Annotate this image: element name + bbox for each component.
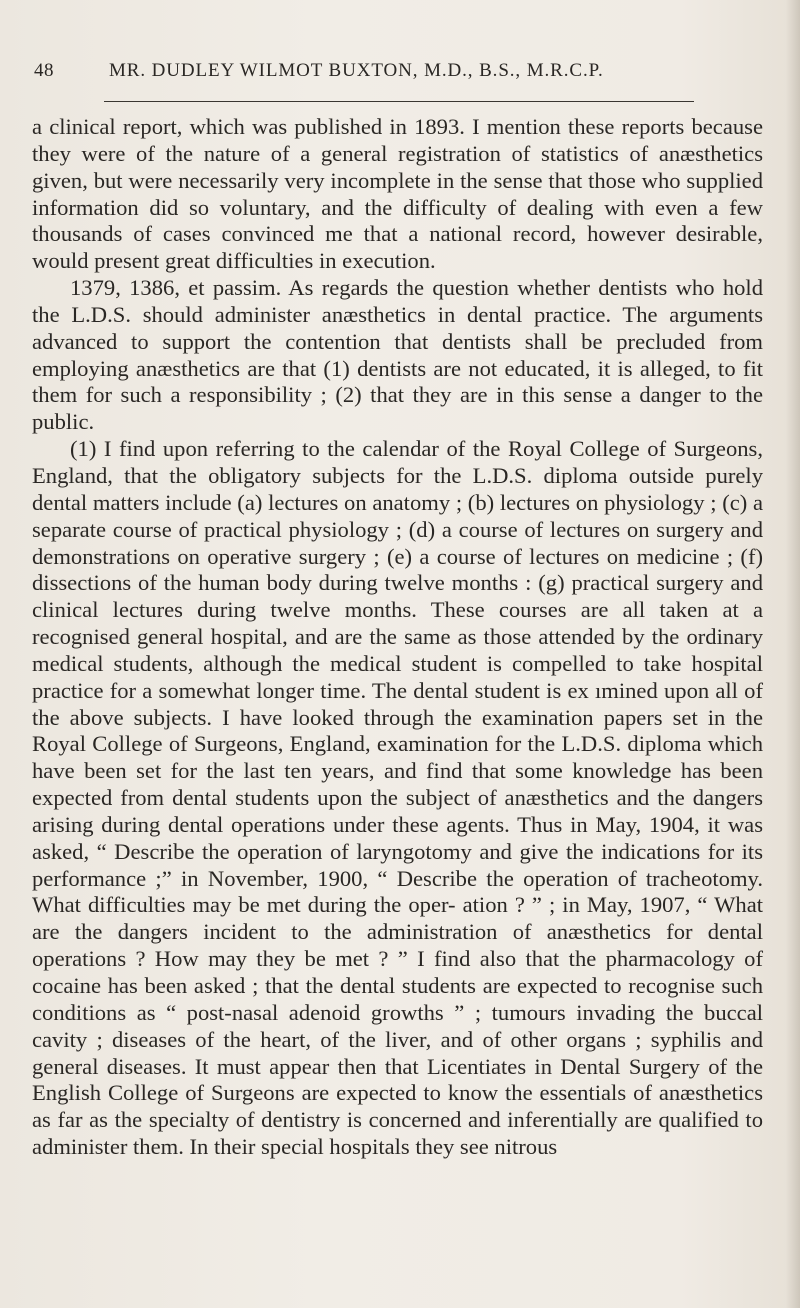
- page-number: 48: [34, 60, 54, 81]
- paragraph-continuation: a clinical report, which was published in 1893. I mention these reports because they were of the nature of a general registration of statistics of anæsthetics given, but were necessarily very incomplete in the sense that those who supplied information did so voluntary, and the difficulty of dealing with even a few thousands of cases convinced me that a national record, however desirable, would present great difficulties in execution.: [32, 114, 763, 274]
- page-header: [34, 60, 734, 84]
- page-edge-shadow: [786, 0, 800, 1308]
- paragraph-dentists-question: 1379, 1386, et passim. As regards the question whether dentists who hold the L.D.S. should administer anæsthetics in dental practice. The arguments advanced to support the contention that dentists shall be precluded from employing anæsthetics are that (1) dentists are not educated, it is alleged, to fit them for such a responsibility ; (2) that they are in this sense a danger to the public.: [32, 275, 763, 435]
- header-rule: [104, 101, 694, 102]
- body-text: [32, 114, 763, 1161]
- paragraph-curriculum: (1) I find upon referring to the calendar of the Royal College of Surgeons, England, that the obligatory subjects for the L.D.S. diploma outside purely dental matters include (a) lectures on anatomy ; (b) lectures on physiology ; (c) a separate course of practical physiology ; (d) a course of lectures on surgery and demonstrations on operative surgery ; (e) a course of lectures on medicine ; (f) dissections of the human body during twelve months : (g) practical surgery and clinical lectures during twelve months. These courses are all taken at a recognised general hospital, and are the same as those attended by the ordinary medical students, although the medical student is compelled to take hospital practice for a somewhat longer time. The dental student is ex ımined upon all of the above subjects. I have looked through the examination papers set in the Royal College of Surgeons, England, examination for the L.D.S. diploma which have been set for the last ten years, and find that some knowledge has been expected from dental students upon the subject of anæsthetics and the dangers arising during dental operations under these agents. Thus in May, 1904, it was asked, “ Describe the operation of laryngotomy and give the indications for its performance ;” in November, 1900, “ Describe the operation of tracheotomy. What difficulties may be met during the oper- ation ? ” ; in May, 1907, “ What are the dangers incident to the administration of anæsthetics for dental operations ? How may they be met ? ” I find also that the pharmacology of cocaine has been asked ; that the dental students are expected to recognise such conditions as “ post-nasal adenoid growths ” ; tumours invading the buccal cavity ; diseases of the heart, of the liver, and of other organs ; syphilis and general diseases. It must appear then that Licentiates in Dental Surgery of the English College of Surgeons are expected to know the essentials of anæsthetics as far as the specialty of dentistry is concerned and inferentially are qualified to administer them. In their special hospitals they see nitrous: [32, 436, 763, 1160]
- running-head: MR. DUDLEY WILMOT BUXTON, M.D., B.S., M.R.C.P.: [109, 60, 604, 81]
